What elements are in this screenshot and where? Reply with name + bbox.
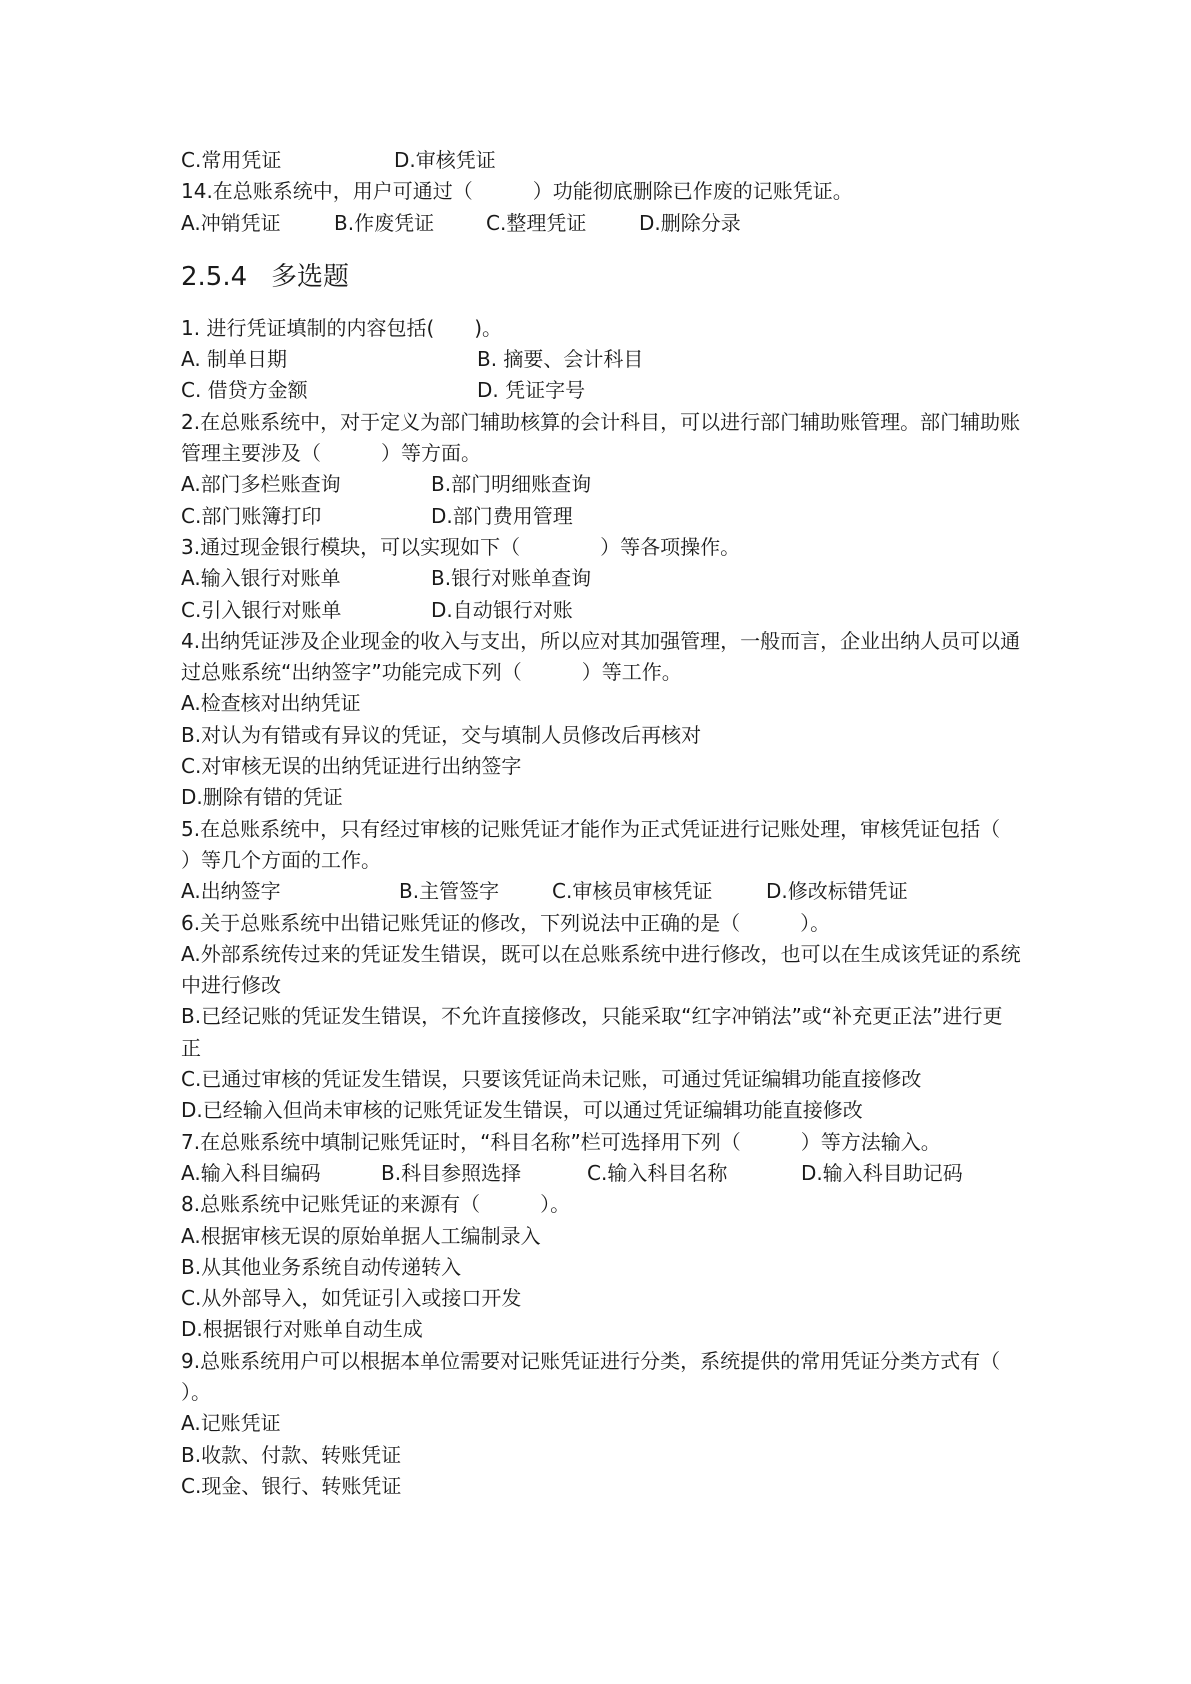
document-page (181, 145, 1061, 1502)
section-number: 2.5.4 (181, 261, 248, 292)
option-b: B.主管签字 (399, 879, 500, 904)
question-8-stem: 8.总账系统中记账凭证的来源有（ ）。 (181, 1192, 571, 1217)
question-9-option-c: C.现金、银行、转账凭证 (181, 1473, 402, 1498)
question-9-option-b: B.收款、付款、转账凭证 (181, 1442, 402, 1467)
question-6-option-a: A.外部系统传过来的凭证发生错误，既可以在总账系统中进行修改，也可以在生成该凭证的系统中进行修改 (181, 941, 1021, 998)
section-heading (181, 253, 1021, 301)
option-d: D.审核凭证 (394, 148, 496, 172)
question-4-option-c: C.对审核无误的出纳凭证进行出纳签字 (181, 754, 522, 779)
question-2-options-ab (181, 469, 1021, 500)
option-b: B. 摘要、会计科目 (477, 347, 644, 372)
option-c: C.整理凭证 (486, 210, 587, 235)
option-a: A.输入科目编码 (181, 1160, 321, 1185)
option-c: C.审核员审核凭证 (552, 879, 713, 904)
option-d: D.修改标错凭证 (766, 879, 908, 904)
option-a: A.输入银行对账单 (181, 566, 341, 591)
question-4-stem: 4.出纳凭证涉及企业现金的收入与支出，所以应对其加强管理，一般而言，企业出纳人员可以通过总账系统“出纳签字”功能完成下列（ ）等工作。 (181, 628, 1021, 685)
question-4-option-b: B.对认为有错或有异议的凭证，交与填制人员修改后再核对 (181, 722, 702, 747)
question-5-options (181, 876, 1021, 907)
question-7-options (181, 1158, 1021, 1189)
question-1-stem: 1. 进行凭证填制的内容包括( )。 (181, 315, 503, 340)
question-8-option-a: A.根据审核无误的原始单据人工编制录入 (181, 1223, 541, 1248)
option-c: C.常用凭证 (181, 148, 282, 172)
question-1-options-ab (181, 344, 1021, 375)
option-c: C.部门账簿打印 (181, 503, 322, 528)
question-3-options-cd (181, 595, 1021, 626)
option-d: D.自动银行对账 (431, 597, 573, 622)
question-4-option-a: A.检查核对出纳凭证 (181, 691, 361, 716)
question-6-option-c: C.已通过审核的凭证发生错误，只要该凭证尚未记账，可通过凭证编辑功能直接修改 (181, 1067, 922, 1092)
question-1-options-cd (181, 375, 1021, 406)
question-2-stem: 2.在总账系统中，对于定义为部门辅助核算的会计科目，可以进行部门辅助账管理。部门辅助账管理主要涉及（ ）等方面。 (181, 409, 1021, 466)
option-d: D.部门费用管理 (431, 503, 573, 528)
option-d: D.输入科目助记码 (801, 1160, 963, 1185)
question-4-option-d: D.删除有错的凭证 (181, 785, 343, 810)
option-a: A.部门多栏账查询 (181, 472, 341, 497)
question-6-stem: 6.关于总账系统中出错记账凭证的修改，下列说法中正确的是（ ）。 (181, 910, 831, 935)
question-8-option-c: C.从外部导入，如凭证引入或接口开发 (181, 1286, 522, 1311)
question-2-options-cd (181, 501, 1021, 532)
question-8-option-d: D.根据银行对账单自动生成 (181, 1317, 423, 1342)
option-b: B.银行对账单查询 (431, 566, 592, 591)
question-8-option-b: B.从其他业务系统自动传递转入 (181, 1254, 462, 1279)
option-d: D. 凭证字号 (477, 378, 586, 403)
option-a: A.冲销凭证 (181, 210, 281, 235)
option-d: D.删除分录 (639, 210, 741, 235)
option-a: A.出纳签字 (181, 879, 281, 904)
question-3-stem: 3.通过现金银行模块，可以实现如下（ ）等各项操作。 (181, 534, 741, 559)
question-7-stem: 7.在总账系统中填制记账凭证时，“科目名称”栏可选择用下列（ ）等方法输入。 (181, 1129, 941, 1154)
option-b: B.作废凭证 (334, 210, 435, 235)
question-14-stem: 14.在总账系统中，用户可通过（ ）功能彻底删除已作废的记账凭证。 (181, 179, 853, 204)
option-c: C.引入银行对账单 (181, 597, 342, 622)
option-b: B.部门明细账查询 (431, 472, 592, 497)
question-14-options (181, 208, 1021, 239)
question-9-option-a: A.记账凭证 (181, 1411, 281, 1436)
prev-question-options-cd (181, 145, 1021, 176)
option-a: A. 制单日期 (181, 347, 288, 372)
question-3-options-ab (181, 563, 1021, 594)
question-6-option-b: B.已经记账的凭证发生错误，不允许直接修改，只能采取“红字冲销法”或“补充更正法”进行更正 (181, 1004, 1003, 1060)
option-c: C.输入科目名称 (587, 1160, 728, 1185)
option-c: C. 借贷方金额 (181, 378, 308, 403)
question-9-stem: 9.总账系统用户可以根据本单位需要对记账凭证进行分类，系统提供的常用凭证分类方式有（ ）。 (181, 1348, 1061, 1404)
question-5-stem: 5.在总账系统中，只有经过审核的记账凭证才能作为正式凭证进行记账处理，审核凭证包括（ ）等几个方面的工作。 (181, 816, 1061, 872)
section-title: 多选题 (271, 261, 350, 292)
option-b: B.科目参照选择 (381, 1160, 522, 1185)
question-6-option-d: D.已经输入但尚未审核的记账凭证发生错误，可以通过凭证编辑功能直接修改 (181, 1098, 863, 1123)
